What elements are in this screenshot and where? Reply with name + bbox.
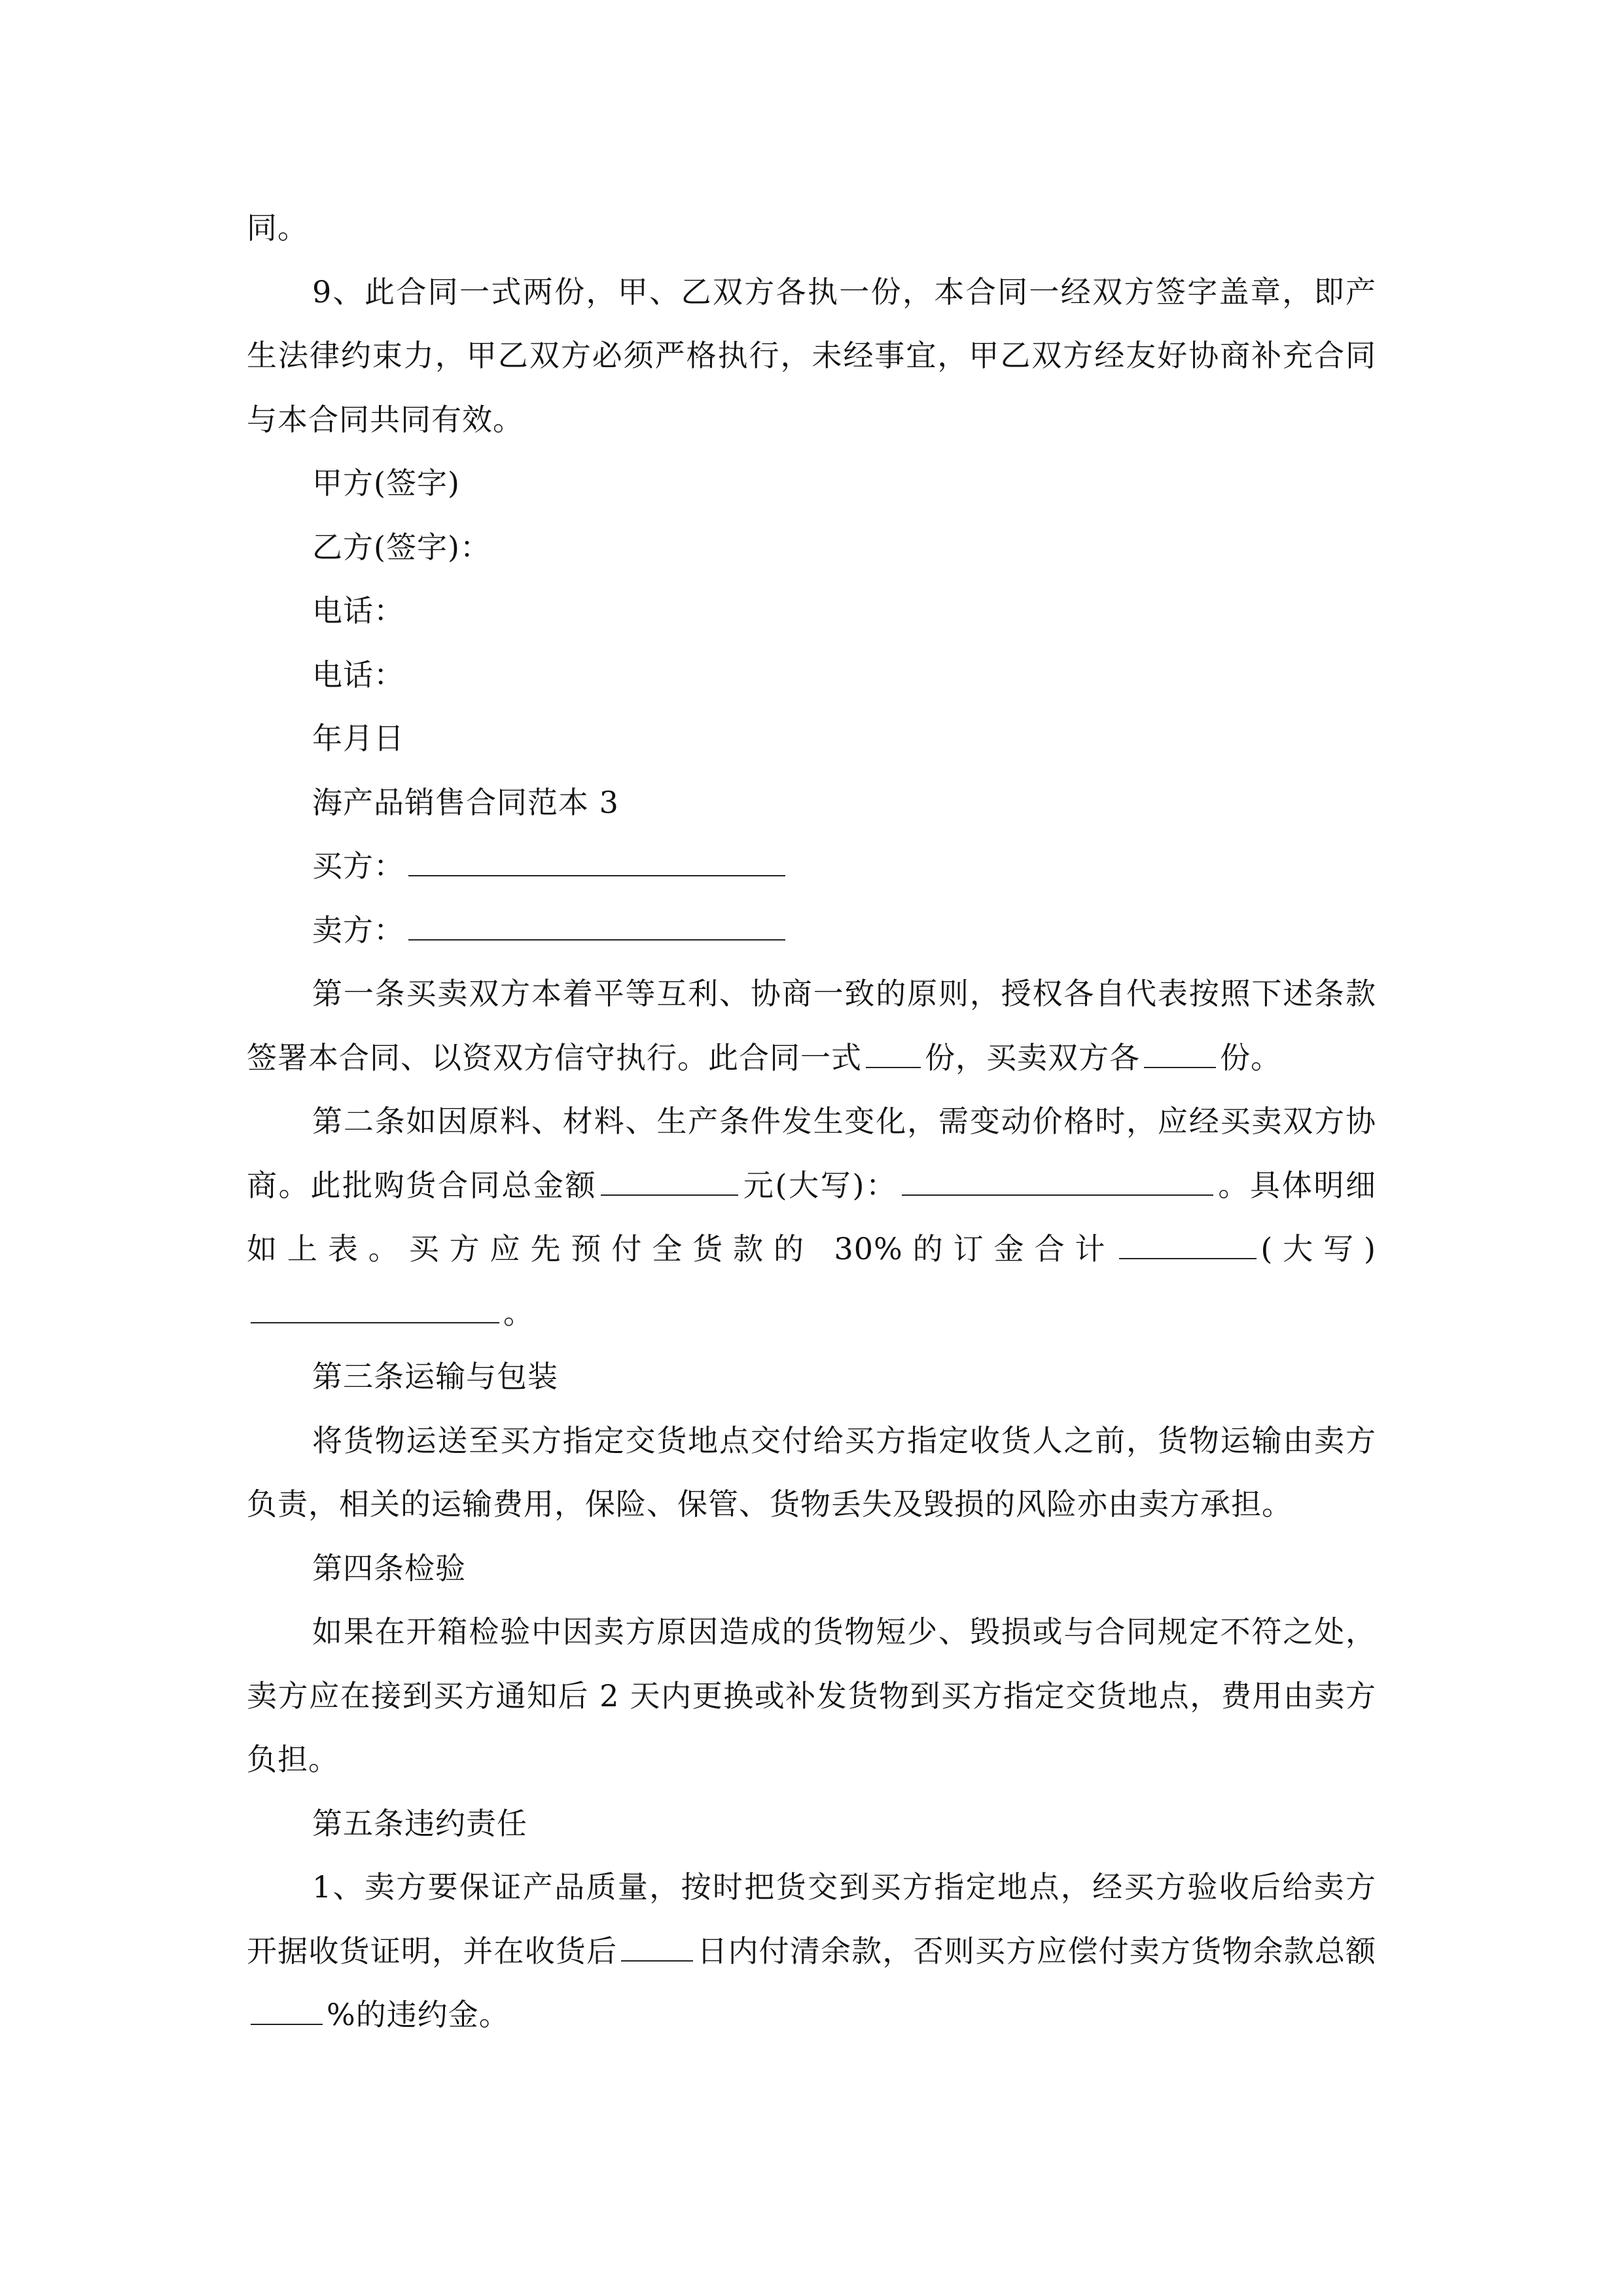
buyer-line bbox=[247, 834, 1376, 899]
article-2-text-e: 。 bbox=[503, 1295, 534, 1331]
article-2-text-a: 第二条如因原料、材料、生产条件发生变化，需变动价格时，应经买卖双方协商。此批购货合同总金额 bbox=[247, 1103, 1376, 1203]
article-2-text-d: (大写) bbox=[1260, 1231, 1376, 1266]
article-3-body bbox=[247, 1409, 1376, 1537]
article-3-title-text: 第三条运输与包装 bbox=[312, 1359, 558, 1394]
deposit-in-words-blank-field bbox=[251, 1292, 499, 1323]
article-2-text-b: 元(大写)： bbox=[742, 1167, 898, 1203]
article-3-title bbox=[247, 1345, 1376, 1409]
article-1-text-a: 第一条买卖双方本着平等互利、协商一致的原则，授权各自代表按照下述条款签署本合同、以资双方信守执行。此合同一式 bbox=[247, 976, 1376, 1075]
section-title-text: 海产品销售合同范本 3 bbox=[312, 784, 619, 820]
total-amount-blank-field bbox=[601, 1164, 738, 1196]
article-5-title bbox=[247, 1792, 1376, 1856]
article-2-text-c: 。具体明细如上表。买方应先预付全货款的 30%的订金合计 bbox=[247, 1167, 1376, 1266]
buyer-label: 买方： bbox=[312, 848, 404, 884]
clause-9 bbox=[247, 260, 1376, 452]
article-5-title-text: 第五条违约责任 bbox=[312, 1805, 527, 1841]
article-4-title-text: 第四条检验 bbox=[312, 1550, 466, 1586]
amount-in-words-blank-field bbox=[902, 1164, 1213, 1196]
clause-9-text: 9、此合同一式两份，甲、乙双方各执一份，本合同一经双方签字盖章，即产生法律约束力，甲乙双方必须严格执行，未经事宜，甲乙双方经友好协商补充合同与本合同共同有效。 bbox=[247, 274, 1376, 437]
phone-label-2: 电话： bbox=[312, 656, 404, 692]
article-5-item-1 bbox=[247, 1856, 1376, 2047]
phone-line-2 bbox=[247, 643, 1376, 708]
article-4-body bbox=[247, 1600, 1376, 1792]
copies-blank-field bbox=[866, 1037, 921, 1068]
penalty-percent-blank-field bbox=[251, 1994, 323, 2025]
article-5-item-1-text-a: 1、卖方要保证产品质量，按时把货交到买方指定地点，经买方验收后给卖方开据收货证明，并在收货后 bbox=[247, 1869, 1376, 1969]
phone-label-1: 电话： bbox=[312, 593, 404, 628]
party-b-signature-label: 乙方(签字)： bbox=[312, 529, 491, 565]
date-line bbox=[247, 707, 1376, 771]
article-5-item-1-text-b: 日内付清余款，否则买方应偿付卖方货物余款总额 bbox=[697, 1933, 1377, 1969]
article-2 bbox=[247, 1090, 1376, 1345]
section-title bbox=[247, 771, 1376, 835]
contract-text bbox=[247, 196, 1376, 2047]
party-b-signature bbox=[247, 516, 1376, 580]
each-copies-blank-field bbox=[1144, 1037, 1216, 1068]
paragraph-continuation bbox=[247, 196, 1376, 260]
article-1 bbox=[247, 962, 1376, 1090]
article-4-body-text: 如果在开箱检验中因卖方原因造成的货物短少、毁损或与合同规定不符之处，卖方应在接到买方通知后 2 天内更换或补发货物到买方指定交货地点，费用由卖方负担。 bbox=[247, 1614, 1376, 1777]
continuation-text: 同。 bbox=[247, 210, 308, 245]
party-a-signature bbox=[247, 452, 1376, 516]
deposit-blank-field bbox=[1119, 1228, 1257, 1259]
article-3-body-text: 将货物运送至买方指定交货地点交付给买方指定收货人之前，货物运输由卖方负责，相关的运输费用，保险、保管、货物丢失及毁损的风险亦由卖方承担。 bbox=[247, 1422, 1376, 1522]
payment-days-blank-field bbox=[621, 1930, 693, 1962]
article-1-text-b: 份，买卖双方各 bbox=[925, 1039, 1140, 1075]
article-5-item-1-text-c: %的违约金。 bbox=[327, 1997, 510, 2032]
seller-label: 卖方： bbox=[312, 912, 404, 948]
article-4-title bbox=[247, 1537, 1376, 1601]
date-label: 年月日 bbox=[312, 721, 404, 756]
seller-line bbox=[247, 899, 1376, 963]
seller-blank-field bbox=[408, 909, 785, 941]
party-a-signature-label: 甲方(签字) bbox=[312, 465, 460, 501]
phone-line-1 bbox=[247, 579, 1376, 643]
buyer-blank-field bbox=[408, 845, 785, 876]
article-1-text-c: 份。 bbox=[1220, 1039, 1281, 1075]
